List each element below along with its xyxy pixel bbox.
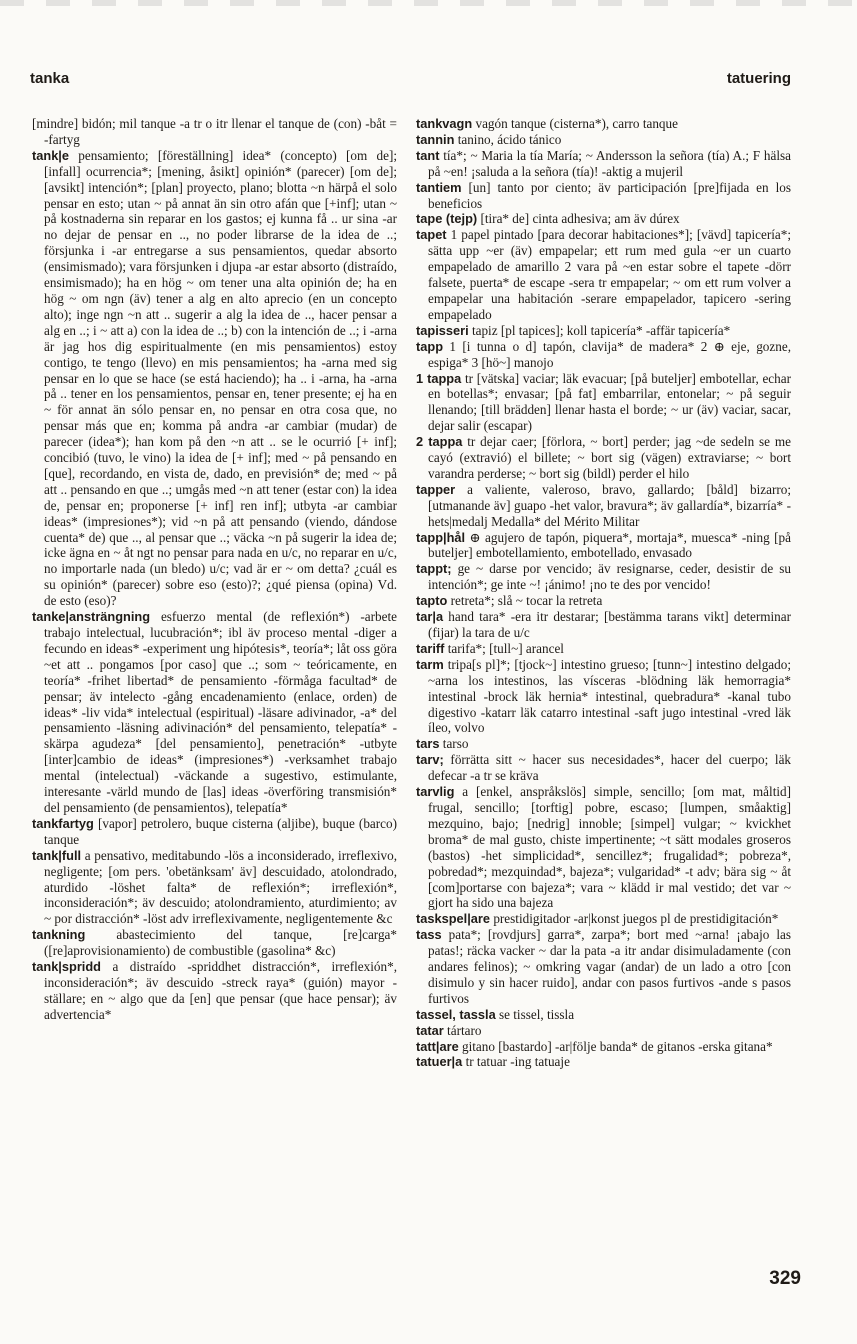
entry-headword: 2 tappa xyxy=(416,434,463,450)
dictionary-entry xyxy=(416,132,791,148)
entry-definition: tarso xyxy=(442,736,469,752)
entry-definition: pata*; [rovdjurs] garra*, zarpa*; bort med ~arna! ¡abajo las patas!; räcka vacker ~ dar la pata -a itr andar disimuladamente (con andares felinos); ~ omkring vagar (andar) de un lado a otro [con disimulo y sin hacer ruido], andar con pasos furtivos -ande s pasos furtivos xyxy=(428,927,792,1006)
entry-definition: hand tara* -era itr destarar; [bestämma tarans vikt] determinar (fijar) la tara de u/c xyxy=(428,609,791,640)
entry-definition: tr tatuar -ing tatuaje xyxy=(465,1054,570,1070)
entry-definition: [tira* de] cinta adhesiva; am äv dúrex xyxy=(480,211,680,227)
dictionary-entry xyxy=(416,482,791,530)
entry-definition: 1 papel pintado [para decorar habitaciones*]; [vävd] tapicería*; sätta upp ~er (äv) empapelar; ett rum med gula ~er un cuarto empapelado de amarillo 2 vara på ~en estar sobre el tapete -dörr falsete, puerta* de escape -sera tr empapelar; ~ om ett rum volver a empapelar una habitación -serare empapelador, tapicero -sering empapelado xyxy=(428,227,791,322)
dictionary-entry xyxy=(32,816,397,848)
entry-definition: a [enkel, anspråkslös] simple, sencillo; [om mat, måltid] frugal, sencillo; [torftig] pobre, escaso; [lumpen, småaktig] mezquino, bajo; [nedrig] innoble; [simpel] vulgar; ~ kvickhet broma* de mal gusto, chiste impertinente; ~t sätt modales groseros (bastos) -het simplicidad*, sencillez*; frugalidad*; pobreza*, pobredad*; mezquindad*, bajeza*; vulgaridad* -t adv; bära sig ~ åt [com]portarse con bajeza*; vara ~ klädd ir mal vestido; det var ~ gjort ha sido una bajeza xyxy=(428,784,792,911)
entry-definition: retreta*; slå ~ tocar la retreta xyxy=(450,593,603,609)
dictionary-entry xyxy=(416,1023,791,1039)
dictionary-entry xyxy=(416,784,791,911)
entry-headword: tarv; xyxy=(416,752,444,768)
entry-headword: tass xyxy=(416,927,442,943)
entry-headword: tankvagn xyxy=(416,116,473,131)
top-edge-marks xyxy=(0,0,857,6)
entry-headword: tankfartyg xyxy=(32,815,94,831)
entry-headword: taskspel|are xyxy=(416,911,491,927)
entry-definition: tía*; ~ Maria la tía María; ~ Andersson la señora (tía) A.; F hälsa på ~en! ¡saluda a la señora (tía)! -aktig a mujeril xyxy=(428,147,791,179)
dictionary-entry xyxy=(416,180,791,212)
running-head-left: tanka xyxy=(30,70,70,87)
dictionary-entry xyxy=(416,609,791,641)
entry-headword: tatar xyxy=(416,1022,444,1038)
entry-headword: tape (tejp) xyxy=(416,211,478,227)
entry-headword: tank|e xyxy=(32,147,70,163)
entry-headword: tarm xyxy=(416,656,444,672)
entry-definition: tripa[s pl]*; [tjock~] intestino grueso; [tunn~] intestino delgado; ~arna los intestinos, las vísceras -blödning läk hemorragia* intestinal -brock läk hernia* intestinal, quebradura* -kanal tubo digestivo -katarr läk catarro intestinal -saft jugo intestinal -vred läk íleo, volvo xyxy=(428,656,792,736)
entry-headword: tapp xyxy=(416,338,444,354)
entry-definition: esfuerzo mental (de reflexión*) -arbete trabajo intelectual, lucubración*; ibl äv proceso mental -diger a fecundo en ideas* -experiment ung hipótesis*, teoría*; låt oss göra ~et att .. pongamos [por caso] que ..; som ~ teóricamente, en teoría* -frihet libertad* de pensamiento -förmåga facultad* de pensar; äv intelecto -gång encadenamiento (enlace, orden) de ideas* -liv vida* intelectual (espiritual) -läsare adivinador, -a* del pensamiento -läsning adivinación* del pensamiento, telepatía* -skärpa agudeza* [del pensamiento], penetración* -utbyte [inter]cambio de ideas* (impresiones*) -verksamhet trabajo mental (intelectual) -väckande a sugestivo, estimulante, interesante -värld mundo de [las] ideas -överföring transmisión* del pensamiento (de pensamientos), telepatía* xyxy=(44,609,397,815)
entry-headword: tapisseri xyxy=(416,322,469,338)
entry-definition: [un] tanto por ciento; äv participación [pre]fijada en los beneficios xyxy=(428,179,791,211)
entry-headword: tariff xyxy=(416,640,445,656)
entry-definition: tanino, ácido tánico xyxy=(457,131,562,147)
dictionary-entry xyxy=(416,116,791,132)
entry-headword: tantiem xyxy=(416,179,462,195)
entry-definition: pensamiento; [föreställning] idea* (concepto) [om de]; [infall] ocurrencia*; [mening, åsikt] opinión* (parecer) [om de]; [avsikt] intención*; [plan] proyecto, plano; blotta ~n härpå el solo pensar en esto; utan ~ på annat än sin otro afán que [+inf]; utan ~ på kostnaderna sin reparar en los gastos; ej kunna få .. ur sina -ar no dejar de pensar en .., no poder librarse de la idea de ..; försjunka i -ar entregarse a sus pensamientos, quedar absorto (ensimismado); vara försjunken i djupa -ar estar absorto (distraído, ensimismado); ha en hög ~ om tener una alta opinión de; ha en hög ~ om ngn (äv) tener a alg en alto aprecio (en un concepto alto); inge ngn ~n att .. sugerir a alg la idea de .., hacer pensar a alg en ..; i ~ att a) con la idea de ..; b) con la intención de ..; i -arna är jag hos dig espiritualmente (en mis pensamientos) estoy contigo, te tengo (llevo) en mis pensamientos; ha -arna med sig pensar en lo que se hace (se está haciendo); ha .. i -arna, ha -arna på .. tener en los pensamientos, pensar en, tener presente; ej ha en ~ för annat än sólo pensar en, no pensar en otra cosa que, no pensar más que en; komma på andra -ar cambiar (mudar) de parecer (idea*); han kom på den ~n att .. se le ocurrió [+ inf]; concibió (tuvo, le vino) la idea de [+ inf]; med ~ på pensando en [que], recordando, en vista de, dado, en previsión* de; med ~ på att .. pensando en que ..; umgås med ~n att tener (estar con) la idea de, pensar en; proponerse [+ inf] ren inf]; utbyta -ar cambiar ideas* (impresiones*); vid ~n på att pensando (viendo, dándose cuenta* de) que .., al pensar que ..; väcka ~n på sugerir la idea de; icke ägna en ~ åt ngt no pensar para nada en u/c, no reparar en u/c, no importarle nada (un bledo) u/c; vad är er ~ om detta? ¿cuál es su opinión* (parecer) sobre eso (esto)?; ¿qué piensa (opina) Vd. de esto (eso)? xyxy=(44,147,398,609)
entry-definition: gitano [bastardo] -ar|följe banda* de gitanos -erska gitana* xyxy=(462,1038,773,1054)
dictionary-entry xyxy=(416,227,791,322)
entry-headword: tappt; xyxy=(416,561,452,577)
entry-headword: 1 tappa xyxy=(416,370,462,386)
entry-definition: 1 [i tunna o d] tapón, clavija* de madera* 2 ⊕ eje, gozne, espiga* 3 [hö~] manojo xyxy=(428,338,791,370)
entry-headword: tank|full xyxy=(32,847,82,863)
entry-definition: abastecimiento del tanque, [re]carga* ([re]aprovisionamiento) de combustible (gasolina* &c) xyxy=(44,927,397,959)
entry-definition: ⊕ agujero de tapón, piquera*, mortaja*, muesca* -ning [på buteljer] embotellamiento, embotellado, envasado xyxy=(428,529,791,561)
entry-headword: tanke|ansträngning xyxy=(32,609,151,625)
entry-definition: förrätta sitt ~ hacer sus necesidades*, hacer del cuerpo; läk defecar -a tr se kräva xyxy=(428,752,792,784)
entry-definition: [vapor] petrolero, buque cisterna (aljibe), buque (barco) tanque xyxy=(44,815,398,847)
page-number: 329 xyxy=(769,1268,801,1289)
dictionary-entry xyxy=(416,752,791,784)
dictionary-entry xyxy=(416,371,791,435)
dictionary-entry xyxy=(416,148,791,180)
entry-definition: [mindre] bidón; mil tanque -a tr o itr llenar el tanque de (con) -båt = -fartyg xyxy=(32,116,397,147)
dictionary-entry xyxy=(416,593,791,609)
entry-definition: prestidigitador -ar|konst juegos pl de prestidigitación* xyxy=(493,911,779,927)
dictionary-entry xyxy=(416,911,791,927)
dictionary-entry xyxy=(32,148,397,609)
entry-headword: tassel, tassla xyxy=(416,1006,496,1022)
entry-headword: tapet xyxy=(416,227,447,243)
dictionary-entry xyxy=(416,561,791,593)
dictionary-entry xyxy=(32,959,397,1023)
entry-headword: tar|a xyxy=(416,609,444,625)
entry-headword: tars xyxy=(416,736,440,752)
right-column xyxy=(416,116,791,1070)
dictionary-entry xyxy=(32,848,397,928)
dictionary-entry xyxy=(416,641,791,657)
entry-definition: a valiente, valeroso, bravo, gallardo; [båld] bizarro; [utmanande äv] guapo -het valor, bravura*; äv gallardía*, bizarría* -hets|medalj Medalla* del Mérito Militar xyxy=(428,481,791,529)
entry-definition: tr [vätska] vaciar; läk evacuar; [på buteljer] embotellar, echar en botellas*; envasar; [på fat] embarrilar, entonelar; ~ på seguir llenando; [till brädden] llenar hasta el borde; ~ ur (äv) vaciar, sacar, dejar salir (escapar) xyxy=(428,370,791,434)
entry-headword: tapto xyxy=(416,593,448,609)
dictionary-entry xyxy=(32,609,397,816)
entry-definition: a distraído -spriddhet distracción*, irreflexión*, inconsideración*; äv descuido -streck raya* (guión) mayor -ställare; en ~ algo que da [en] que pensar (que hace pensar); äv advertencia* xyxy=(44,959,397,1022)
dictionary-entry xyxy=(416,530,791,562)
entry-headword: tatuer|a xyxy=(416,1054,463,1070)
left-column xyxy=(32,116,397,1023)
dictionary-entry xyxy=(416,1039,791,1055)
entry-headword: tatt|are xyxy=(416,1038,459,1054)
entry-headword: tannin xyxy=(416,131,455,147)
entry-definition: tártaro xyxy=(447,1022,482,1038)
dictionary-entry xyxy=(416,1054,791,1070)
entry-headword: tankning xyxy=(32,927,86,943)
dictionary-entry xyxy=(416,434,791,482)
dictionary-entry xyxy=(416,339,791,371)
entry-headword: tapper xyxy=(416,481,456,497)
entry-definition: vagón tanque (cisterna*), carro tanque xyxy=(475,116,678,131)
entry-definition: tr dejar caer; [förlora, ~ bort] perder; jag ~de sedeln se me cayó (extravió) el billete; ~ bort sig (vägen) extraviarse; ~ bort varandra perderse; ~ bort sig (bildl) perder el hilo xyxy=(428,434,791,481)
entry-definition: tapiz [pl tapices]; koll tapicería* -affär tapicería* xyxy=(471,322,731,338)
entry-headword: tant xyxy=(416,147,440,163)
entry-definition: a pensativo, meditabundo -lös a inconsiderado, irreflexivo, negligente; [om pers. 'obetänksam' äv] descuidado, atolondrado, aturdido -löshet falta* de reflexión*; irreflexión*, inconsideración*; äv descuido; atolondramiento, aturdimiento; av ~ por distracción* -löst adv irreflexivamente, negligentemente &c xyxy=(44,847,398,927)
dictionary-entry xyxy=(32,927,397,959)
dictionary-entry xyxy=(32,116,397,148)
running-head-right: tatuering xyxy=(726,70,791,87)
entry-definition: tarifa*; [tull~] arancel xyxy=(447,640,564,656)
dictionary-entry xyxy=(416,323,791,339)
dictionary-entry xyxy=(416,657,791,737)
entry-headword: tarvlig xyxy=(416,784,455,800)
dictionary-entry xyxy=(416,736,791,752)
dictionary-entry xyxy=(416,1007,791,1023)
dictionary-entry xyxy=(416,927,791,1007)
dictionary-entry xyxy=(416,211,791,227)
entry-definition: ge ~ darse por vencido; äv resignarse, ceder, desistir de su intención*; ge inte ~! ¡ánimo! ¡no te des por vencido! xyxy=(428,561,791,593)
entry-headword: tapp|hål xyxy=(416,529,466,545)
entry-headword: tank|spridd xyxy=(32,959,101,975)
entry-definition: se tissel, tissla xyxy=(498,1006,575,1022)
